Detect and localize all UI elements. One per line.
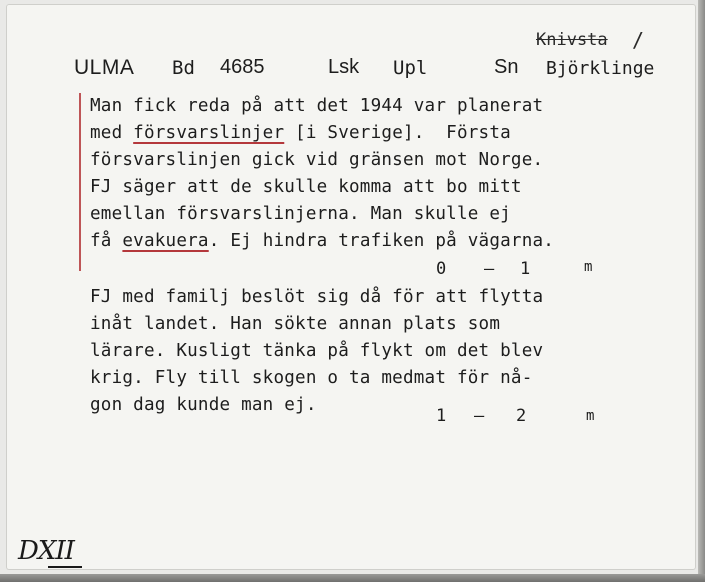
landskap-label: Lsk [328,56,360,78]
score-1-dash: – [484,259,495,279]
bd-label: Bd [172,57,195,79]
struck-place-name: Knivsta [536,30,608,50]
text-line-1: Man fick reda på att det 1944 var planerat [90,96,544,116]
text-line-2: med försvarslinjer [i Sverige]. Första [90,123,511,143]
socken-label: Sn [494,56,519,78]
underlined-word-evakuera: evakuera [122,231,209,251]
text-line-5: emellan försvarslinjerna. Man skulle ej [90,204,511,224]
score-2-to: 2 [516,406,527,426]
socken-value: Björklinge [546,58,655,79]
score-1-unit: m [584,259,593,275]
text-line-6: få evakuera. Ej hindra trafiken på vägarna. [90,231,555,251]
score-1-from: 0 [436,259,447,279]
text-line-9: lärare. Kusligt tänka på flykt om det blev [90,341,544,361]
struck-place-slash: / [632,28,645,52]
handwritten-underline [48,566,82,568]
card-edge-right [698,0,705,582]
text-line-7: FJ med familj beslöt sig då för att flytta [90,287,544,307]
text-line-3: försvarslinjen gick vid gränsen mot Norge. [90,150,544,170]
score-2-unit: m [586,408,595,424]
landskap-value: Upl [393,57,428,79]
bd-number: 4685 [220,56,265,78]
text-line-4: FJ säger att de skulle komma att bo mitt [90,177,522,197]
red-margin-mark [79,93,81,271]
archive-code: ULMA [74,56,135,79]
score-1-to: 1 [520,259,531,279]
text-line-8: inåt landet. Han sökte annan plats som [90,314,501,334]
text-line-11: gon dag kunde man ej. [90,395,317,415]
text-line-10: krig. Fly till skogen o ta medmat för nå- [90,368,533,388]
underlined-word-forsvarslinjer: försvarslinjer [133,123,285,143]
score-2-dash: – [474,406,485,426]
score-2-from: 1 [436,406,447,426]
handwritten-mark: DXII [18,536,74,566]
card-edge-bottom [0,574,705,582]
